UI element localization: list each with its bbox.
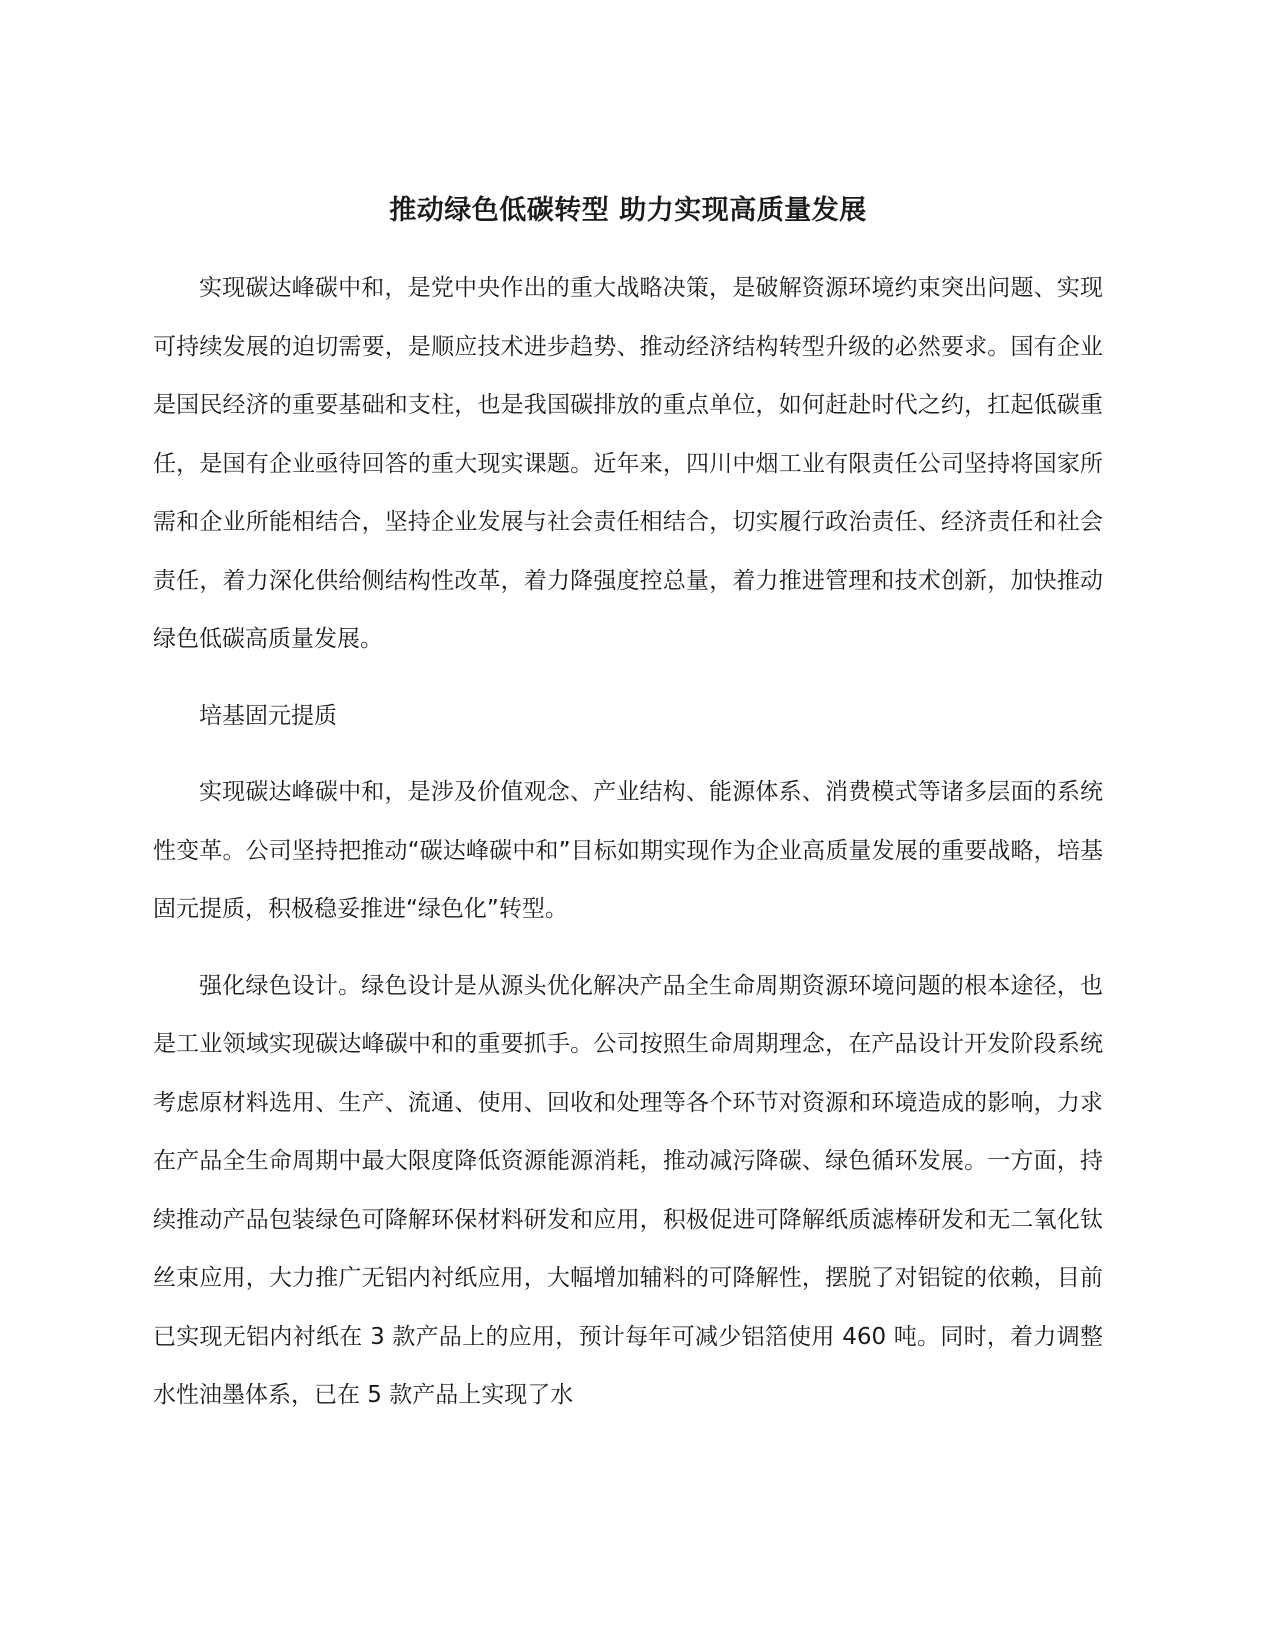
paragraph-intro: 实现碳达峰碳中和，是党中央作出的重大战略决策，是破解资源环境约束突出问题、实现可持续发展的迫切需要，是顺应技术进步趋势、推动经济结构转型升级的必然要求。国有企业是国民经济的重要基础和支柱，也是我国碳排放的重点单位，如何赶赴时代之约，扛起低碳重任，是国有企业亟待回答的重大现实课题。近年来，四川中烟工业有限责任公司坚持将国家所需和企业所能相结合，坚持企业发展与社会责任相结合，切实履行政治责任、经济责任和社会责任，着力深化供给侧结构性改革，着力降强度控总量，着力推进管理和技术创新，加快推动绿色低碳高质量发展。 [153,275,1103,652]
paragraph-green-design: 强化绿色设计。绿色设计是从源头优化解决产品全生命周期资源环境问题的根本途径，也是工业领域实现碳达峰碳中和的重要抓手。公司按照生命周期理念，在产品设计开发阶段系统考虑原材料选用、生产、流通、使用、回收和处理等各个环节对资源和环境造成的影响，力求在产品全生命周期中最大限度降低资源能源消耗，推动减污降碳、绿色循环发展。一方面，持续推动产品包装绿色可降解环保材料研发和应用，积极促进可降解纸质滤棒研发和无二氧化钛丝束应用，大力推广无铝内衬纸应用，大幅增加辅料的可降解性，摆脱了对铝锭的依赖，目前已实现无铝内衬纸在 3 款产品上的应用，预计每年可减少铝箔使用 460 吨。同时，着力调整水性油墨体系，已在 5 款产品上实现了水 [153,972,1103,1408]
section-heading: 培基固元提质 [199,702,337,729]
paragraph-section-intro: 实现碳达峰碳中和，是涉及价值观念、产业结构、能源体系、消费模式等诸多层面的系统性变革。公司坚持把推动“碳达峰碳中和”目标如期实现作为企业高质量发展的重要战略，培基固元提质，积极稳妥推进“绿色化”转型。 [153,779,1103,922]
document-page [153,186,1103,1443]
document-title: 推动绿色低碳转型 助力实现高质量发展 [389,195,867,226]
